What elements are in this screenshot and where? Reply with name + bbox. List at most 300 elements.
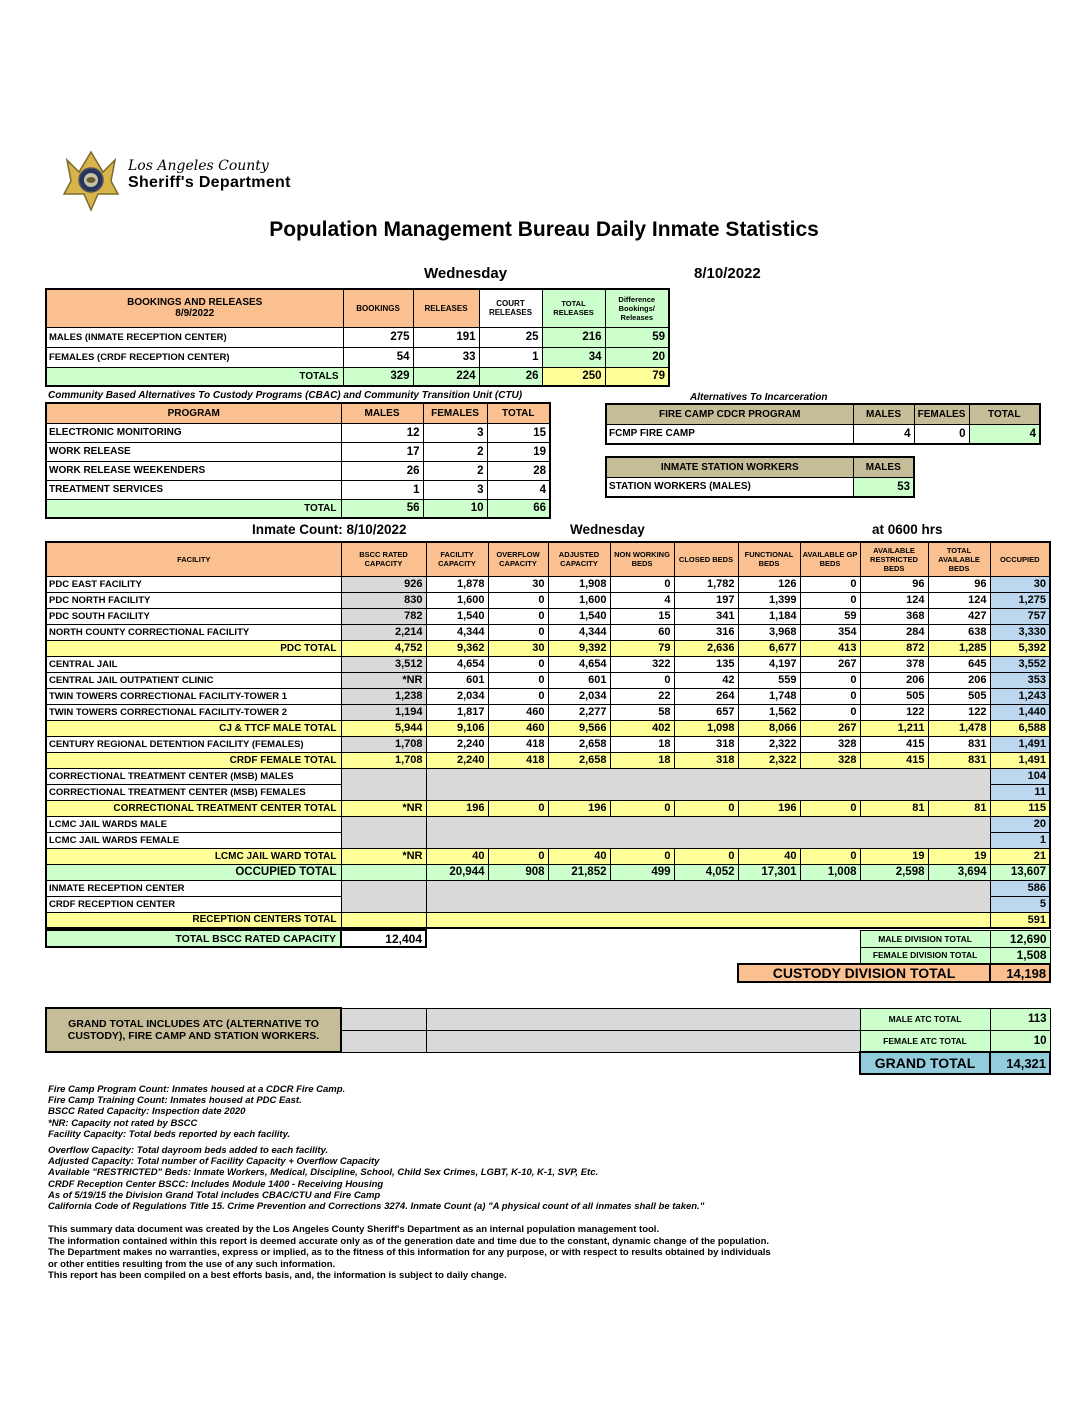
cell: 413: [800, 640, 860, 656]
spacer-cell: [426, 1008, 860, 1030]
merged-na-cell: [426, 880, 990, 912]
cell: 191: [413, 327, 479, 347]
cell: 4: [853, 424, 914, 444]
cell: 2,277: [548, 704, 610, 720]
grand-total-table: [45, 1007, 1051, 1075]
division-totals-table: [45, 929, 1051, 983]
bscc-capacity-cell: 4,752: [341, 640, 426, 656]
cell: 4,654: [426, 656, 488, 672]
col-occupied: OCCUPIED: [990, 542, 1050, 576]
cell: 0: [800, 688, 860, 704]
cbac-row: [46, 461, 550, 480]
cell: 25: [479, 327, 542, 347]
merged-na-cell: [426, 912, 990, 928]
cell: 2,658: [548, 752, 610, 768]
occupied-cell: 11: [990, 784, 1050, 800]
facility-row-label: TWIN TOWERS CORRECTIONAL FACILITY-TOWER 2: [46, 704, 341, 720]
cell: 6,677: [738, 640, 800, 656]
facility-row-label: LCMC JAIL WARDS MALE: [46, 816, 341, 832]
footnote-line: Fire Camp Program Count: Inmates housed at a CDCR Fire Camp.: [48, 1084, 346, 1095]
cell: 418: [488, 752, 548, 768]
station-workers-header-row: [606, 457, 914, 477]
bscc-capacity-cell: 926: [341, 576, 426, 592]
cell: 601: [548, 672, 610, 688]
cell: 0: [488, 688, 548, 704]
facility-row: [46, 800, 1050, 816]
cell: 42: [674, 672, 738, 688]
cell: 196: [548, 800, 610, 816]
cell: 418: [488, 736, 548, 752]
facility-row: [46, 880, 1050, 896]
cell: 30: [488, 640, 548, 656]
bscc-capacity-cell: [341, 864, 426, 880]
bscc-capacity-cell: *NR: [341, 848, 426, 864]
cell: 0: [674, 848, 738, 864]
cell: 0: [914, 424, 969, 444]
cell: 4,654: [548, 656, 610, 672]
cell: 4: [487, 480, 550, 499]
cell: 59: [800, 608, 860, 624]
spacer: [426, 930, 860, 947]
facility-section: [45, 541, 1049, 1282]
cell: 122: [860, 704, 928, 720]
spacer: [341, 1052, 426, 1074]
col-closed-beds: CLOSED BEDS: [674, 542, 738, 576]
cell: 1,211: [860, 720, 928, 736]
female-division-total-label: FEMALE DIVISION TOTAL: [860, 947, 990, 964]
grand-total-label: GRAND TOTAL: [860, 1052, 990, 1074]
cbac-section-title: Community Based Alternatives To Custody Programs (CBAC) and Community Transition Unit (CTU): [48, 390, 523, 401]
bscc-capacity-cell: 830: [341, 592, 426, 608]
cell: 4,344: [548, 624, 610, 640]
facility-row: [46, 768, 1050, 784]
cell: 267: [800, 656, 860, 672]
row-label: WORK RELEASE WEEKENDERS: [46, 461, 341, 480]
bscc-capacity-cell: [341, 816, 426, 848]
female-division-row: [46, 947, 1050, 964]
footnotes: [45, 1084, 1049, 1212]
occupied-cell: 21: [990, 848, 1050, 864]
cell: 284: [860, 624, 928, 640]
cell: 122: [928, 704, 990, 720]
col-fire-camp-program: FIRE CAMP CDCR PROGRAM: [606, 404, 853, 424]
cell: 81: [860, 800, 928, 816]
cell: 0: [488, 592, 548, 608]
footnote-line: Overflow Capacity: Total dayroom beds added to each facility.: [48, 1145, 329, 1157]
facility-row-label: CORRECTIONAL TREATMENT CENTER (MSB) MALES: [46, 768, 341, 784]
cell: 20,944: [426, 864, 488, 880]
cell: 197: [674, 592, 738, 608]
occupied-cell: 1,491: [990, 752, 1050, 768]
cell: 196: [426, 800, 488, 816]
grand-total-note: [46, 1008, 341, 1052]
cell: 1,478: [928, 720, 990, 736]
facility-row: [46, 912, 1050, 928]
cell: 316: [674, 624, 738, 640]
occupied-cell: 30: [990, 576, 1050, 592]
cell: 2: [423, 442, 487, 461]
col-bookings: BOOKINGS: [343, 289, 413, 327]
cell: 2,034: [548, 688, 610, 704]
cell: 126: [738, 576, 800, 592]
row-label: FCMP FIRE CAMP: [606, 424, 853, 444]
facility-table-body: [46, 576, 1050, 928]
facility-row-label: CENTRAL JAIL: [46, 656, 341, 672]
occupied-cell: 1,243: [990, 688, 1050, 704]
row-label: MALES (INMATE RECEPTION CENTER): [46, 327, 343, 347]
col-total: TOTAL: [969, 404, 1040, 424]
bscc-capacity-cell: [341, 768, 426, 800]
cell: 58: [610, 704, 674, 720]
female-atc-total-label: FEMALE ATC TOTAL: [860, 1030, 990, 1052]
facility-row-label: CJ & TTCF MALE TOTAL: [46, 720, 341, 736]
custody-division-row: [46, 964, 1050, 982]
report-weekday: Wednesday: [424, 265, 508, 282]
facility-header-row: [46, 542, 1050, 576]
cell: 53: [853, 477, 914, 497]
cell: 12: [341, 423, 423, 442]
bscc-capacity-cell: 1,194: [341, 704, 426, 720]
female-division-total-value: 1,508: [990, 947, 1050, 964]
facility-row-label: PDC EAST FACILITY: [46, 576, 341, 592]
cell: 460: [488, 720, 548, 736]
cell: 505: [860, 688, 928, 704]
cell: 0: [800, 848, 860, 864]
cell: 2: [423, 461, 487, 480]
cell: 2,658: [548, 736, 610, 752]
cell: 0: [674, 800, 738, 816]
cbac-totals-row: [46, 499, 550, 518]
facility-row: [46, 608, 1050, 624]
cell: 1,562: [738, 704, 800, 720]
cell: 96: [860, 576, 928, 592]
cell: 96: [928, 576, 990, 592]
cell: 40: [738, 848, 800, 864]
cell: 1,908: [548, 576, 610, 592]
cell: 1,782: [674, 576, 738, 592]
spacer: [46, 964, 426, 982]
cell: 124: [860, 592, 928, 608]
cell: 19: [487, 442, 550, 461]
bscc-capacity-cell: 5,944: [341, 720, 426, 736]
cell: 1,098: [674, 720, 738, 736]
merged-na-cell: [426, 816, 990, 848]
cell: 0: [610, 848, 674, 864]
spacer-cell: [341, 1008, 426, 1030]
cell: 0: [488, 608, 548, 624]
cell: 21,852: [548, 864, 610, 880]
disclaimer-line: The information contained within this report is deemed accurate only as of the generation date and time due to the constant, dynamic change of the population.: [48, 1235, 770, 1247]
cell: 638: [928, 624, 990, 640]
col-females: FEMALES: [914, 404, 969, 424]
row-label: STATION WORKERS (MALES): [606, 477, 853, 497]
cell: 19: [928, 848, 990, 864]
page-title: Population Management Bureau Daily Inmate Statistics: [269, 218, 819, 241]
cell: 0: [610, 576, 674, 592]
total-bscc-label: TOTAL BSCC RATED CAPACITY: [46, 930, 341, 947]
total-bscc-row: [46, 930, 1050, 947]
bookings-totals-row: [46, 367, 669, 386]
bscc-capacity-cell: 3,512: [341, 656, 426, 672]
cell: 81: [928, 800, 990, 816]
cell: 20: [605, 347, 669, 367]
occupied-cell: 591: [990, 912, 1050, 928]
spacer: [46, 947, 426, 964]
cell: 250: [542, 367, 605, 386]
facility-row-label: LCMC JAIL WARD TOTAL: [46, 848, 341, 864]
facility-row: [46, 704, 1050, 720]
custody-division-total-label: CUSTODY DIVISION TOTAL: [738, 964, 990, 982]
cell: 4,344: [426, 624, 488, 640]
bscc-capacity-cell: [341, 880, 426, 912]
spacer: [46, 1052, 341, 1074]
occupied-cell: 1,491: [990, 736, 1050, 752]
col-inmate-station-workers: INMATE STATION WORKERS: [606, 457, 853, 477]
facility-row: [46, 656, 1050, 672]
cell: 0: [610, 800, 674, 816]
bookings-title-line1: BOOKINGS AND RELEASES: [127, 297, 263, 309]
fire-camp-row: [606, 424, 1040, 444]
col-total-releases: TOTAL RELEASES: [542, 289, 605, 327]
cell: 908: [488, 864, 548, 880]
cell: 322: [610, 656, 674, 672]
cell: 318: [674, 736, 738, 752]
bscc-capacity-cell: [341, 912, 426, 928]
grand-total-row: [46, 1052, 1050, 1074]
male-atc-row: [46, 1008, 1050, 1030]
cell: 1: [479, 347, 542, 367]
bscc-capacity-cell: 782: [341, 608, 426, 624]
inmate-count-time: at 0600 hrs: [872, 522, 943, 537]
cell: 9,106: [426, 720, 488, 736]
agency-logo: [62, 150, 291, 212]
cell: 0: [488, 656, 548, 672]
cell: 328: [800, 752, 860, 768]
occupied-cell: 1,440: [990, 704, 1050, 720]
cell: 1,540: [548, 608, 610, 624]
cell: 402: [610, 720, 674, 736]
cell: 9,392: [548, 640, 610, 656]
cell: 0: [800, 672, 860, 688]
cell: 645: [928, 656, 990, 672]
cell: 15: [610, 608, 674, 624]
cell: 2,636: [674, 640, 738, 656]
spacer-cell: [426, 1030, 860, 1052]
col-females: FEMALES: [423, 403, 487, 423]
cell: 3: [423, 423, 487, 442]
cell: 505: [928, 688, 990, 704]
cell: 2,240: [426, 752, 488, 768]
male-atc-total-value: 113: [990, 1008, 1050, 1030]
cell: 40: [548, 848, 610, 864]
cell: 415: [860, 736, 928, 752]
cell: 1: [341, 480, 423, 499]
facility-row-label: PDC SOUTH FACILITY: [46, 608, 341, 624]
facility-row: [46, 688, 1050, 704]
facility-row: [46, 864, 1050, 880]
cell: 0: [488, 624, 548, 640]
facility-row: [46, 624, 1050, 640]
ati-section-title: Alternatives To Incarceration: [690, 392, 828, 403]
cell: 318: [674, 752, 738, 768]
bookings-releases-table: [45, 288, 670, 387]
facility-row-label: CENTRAL JAIL OUTPATIENT CLINIC: [46, 672, 341, 688]
cell: 3,694: [928, 864, 990, 880]
occupied-cell: 1,275: [990, 592, 1050, 608]
cell: 4: [610, 592, 674, 608]
footnote-line: Available "RESTRICTED" Beds: Inmate Workers, Medical, Discipline, School, Child Sex Crimes, LGBT, K-10, K-1, SVP, Etc.: [48, 1167, 599, 1179]
cell: 2,034: [426, 688, 488, 704]
facility-row-label: OCCUPIED TOTAL: [46, 864, 341, 880]
cell: 30: [488, 576, 548, 592]
footnote-line: Adjusted Capacity: Total number of Facility Capacity + Overflow Capacity: [48, 1156, 380, 1168]
row-label: TREATMENT SERVICES: [46, 480, 341, 499]
col-overflow-capacity: OVERFLOW CAPACITY: [488, 542, 548, 576]
cell: 0: [488, 848, 548, 864]
bscc-capacity-cell: *NR: [341, 672, 426, 688]
cell: 17,301: [738, 864, 800, 880]
station-workers-row: [606, 477, 914, 497]
cell: 60: [610, 624, 674, 640]
col-adjusted-capacity: ADJUSTED CAPACITY: [548, 542, 610, 576]
row-label: FEMALES (CRDF RECEPTION CENTER): [46, 347, 343, 367]
cell: 19: [860, 848, 928, 864]
cbac-table: [45, 402, 551, 519]
cbac-header-row: [46, 403, 550, 423]
cell: 0: [800, 704, 860, 720]
cell: 22: [610, 688, 674, 704]
totals-label: TOTAL: [46, 499, 341, 518]
cell: 4,052: [674, 864, 738, 880]
facility-row-label: CORRECTIONAL TREATMENT CENTER TOTAL: [46, 800, 341, 816]
disclaimer: [45, 1224, 1049, 1282]
cell: 79: [605, 367, 669, 386]
occupied-cell: 586: [990, 880, 1050, 896]
cell: 54: [343, 347, 413, 367]
cell: 0: [488, 672, 548, 688]
col-total: TOTAL: [487, 403, 550, 423]
totals-label: TOTALS: [46, 367, 343, 386]
cell: 2,322: [738, 752, 800, 768]
cell: 2,240: [426, 736, 488, 752]
cell: 328: [800, 736, 860, 752]
cell: 135: [674, 656, 738, 672]
col-court-releases: COURT RELEASES: [479, 289, 542, 327]
bookings-title-line2: 8/9/2022: [175, 308, 215, 320]
cell: 1,600: [548, 592, 610, 608]
footnote-line: As of 5/19/15 the Division Grand Total includes CBAC/CTU and Fire Camp: [48, 1189, 381, 1201]
facility-row-label: CRDF RECEPTION CENTER: [46, 896, 341, 912]
male-atc-total-label: MALE ATC TOTAL: [860, 1008, 990, 1030]
facility-row: [46, 720, 1050, 736]
station-workers-table: [605, 456, 915, 498]
col-non-working-beds: NON WORKING BEDS: [610, 542, 674, 576]
bscc-capacity-cell: 1,708: [341, 736, 426, 752]
col-males: MALES: [853, 404, 914, 424]
fire-camp-table: [605, 403, 1041, 445]
facility-row-label: NORTH COUNTY CORRECTIONAL FACILITY: [46, 624, 341, 640]
facility-row: [46, 752, 1050, 768]
disclaimer-line: This summary data document was created by the Los Angeles County Sheriff's Department as an internal population management tool.: [48, 1224, 660, 1236]
cell: 1,399: [738, 592, 800, 608]
cell: 415: [860, 752, 928, 768]
footnote-line: *NR: Capacity not rated by BSCC: [48, 1117, 198, 1129]
facility-row-label: INMATE RECEPTION CENTER: [46, 880, 341, 896]
cell: 657: [674, 704, 738, 720]
col-total-available-beds: TOTAL AVAILABLE BEDS: [928, 542, 990, 576]
cell: 1,748: [738, 688, 800, 704]
cell: 1,540: [426, 608, 488, 624]
cell: 56: [341, 499, 423, 518]
occupied-cell: 3,330: [990, 624, 1050, 640]
bookings-header-row: [46, 289, 669, 327]
cell: 0: [488, 800, 548, 816]
cell: 872: [860, 640, 928, 656]
cell: 9,566: [548, 720, 610, 736]
total-bscc-value: 12,404: [341, 930, 426, 947]
facility-row: [46, 576, 1050, 592]
facility-row-label: TWIN TOWERS CORRECTIONAL FACILITY-TOWER 1: [46, 688, 341, 704]
footnote-line: California Code of Regulations Title 15. Crime Prevention and Corrections 3274. Inmate Count (a) "A physical count of all inmates shall be taken.": [48, 1201, 705, 1213]
footnote-line: Facility Capacity: Total beds reported by each facility.: [48, 1128, 291, 1140]
row-label: WORK RELEASE: [46, 442, 341, 461]
cell: 1,878: [426, 576, 488, 592]
cell: 601: [426, 672, 488, 688]
cell: 0: [610, 672, 674, 688]
facility-row: [46, 736, 1050, 752]
sheriff-star-icon: [62, 150, 120, 212]
cell: 26: [341, 461, 423, 480]
cell: 0: [800, 800, 860, 816]
col-difference: Difference Bookings/ Releases: [605, 289, 669, 327]
cell: 0: [800, 592, 860, 608]
bookings-row-males: [46, 327, 669, 347]
agency-county-label: Los Angeles County: [128, 158, 269, 174]
custody-division-total-value: 14,198: [990, 964, 1050, 982]
col-releases: RELEASES: [413, 289, 479, 327]
cell: 10: [423, 499, 487, 518]
occupied-cell: 13,607: [990, 864, 1050, 880]
col-males: MALES: [853, 457, 914, 477]
bscc-capacity-cell: *NR: [341, 800, 426, 816]
cell: 264: [674, 688, 738, 704]
row-label: ELECTRONIC MONITORING: [46, 423, 341, 442]
cell: 3: [423, 480, 487, 499]
cell: 329: [343, 367, 413, 386]
cell: 206: [928, 672, 990, 688]
spacer: [426, 1052, 860, 1074]
disclaimer-line: or other entities resulting from the use of any such information.: [48, 1258, 336, 1270]
cell: 8,066: [738, 720, 800, 736]
fire-camp-header-row: [606, 404, 1040, 424]
occupied-cell: 20: [990, 816, 1050, 832]
cbac-row: [46, 423, 550, 442]
cell: 59: [605, 327, 669, 347]
col-facility: FACILITY: [46, 542, 341, 576]
cell: 1,817: [426, 704, 488, 720]
occupied-cell: 3,552: [990, 656, 1050, 672]
cell: 79: [610, 640, 674, 656]
cell: 26: [479, 367, 542, 386]
facility-row: [46, 848, 1050, 864]
merged-na-cell: [426, 768, 990, 800]
cbac-row: [46, 480, 550, 499]
cell: 9,362: [426, 640, 488, 656]
cell: 124: [928, 592, 990, 608]
female-atc-total-value: 10: [990, 1030, 1050, 1052]
occupied-cell: 5: [990, 896, 1050, 912]
cell: 499: [610, 864, 674, 880]
